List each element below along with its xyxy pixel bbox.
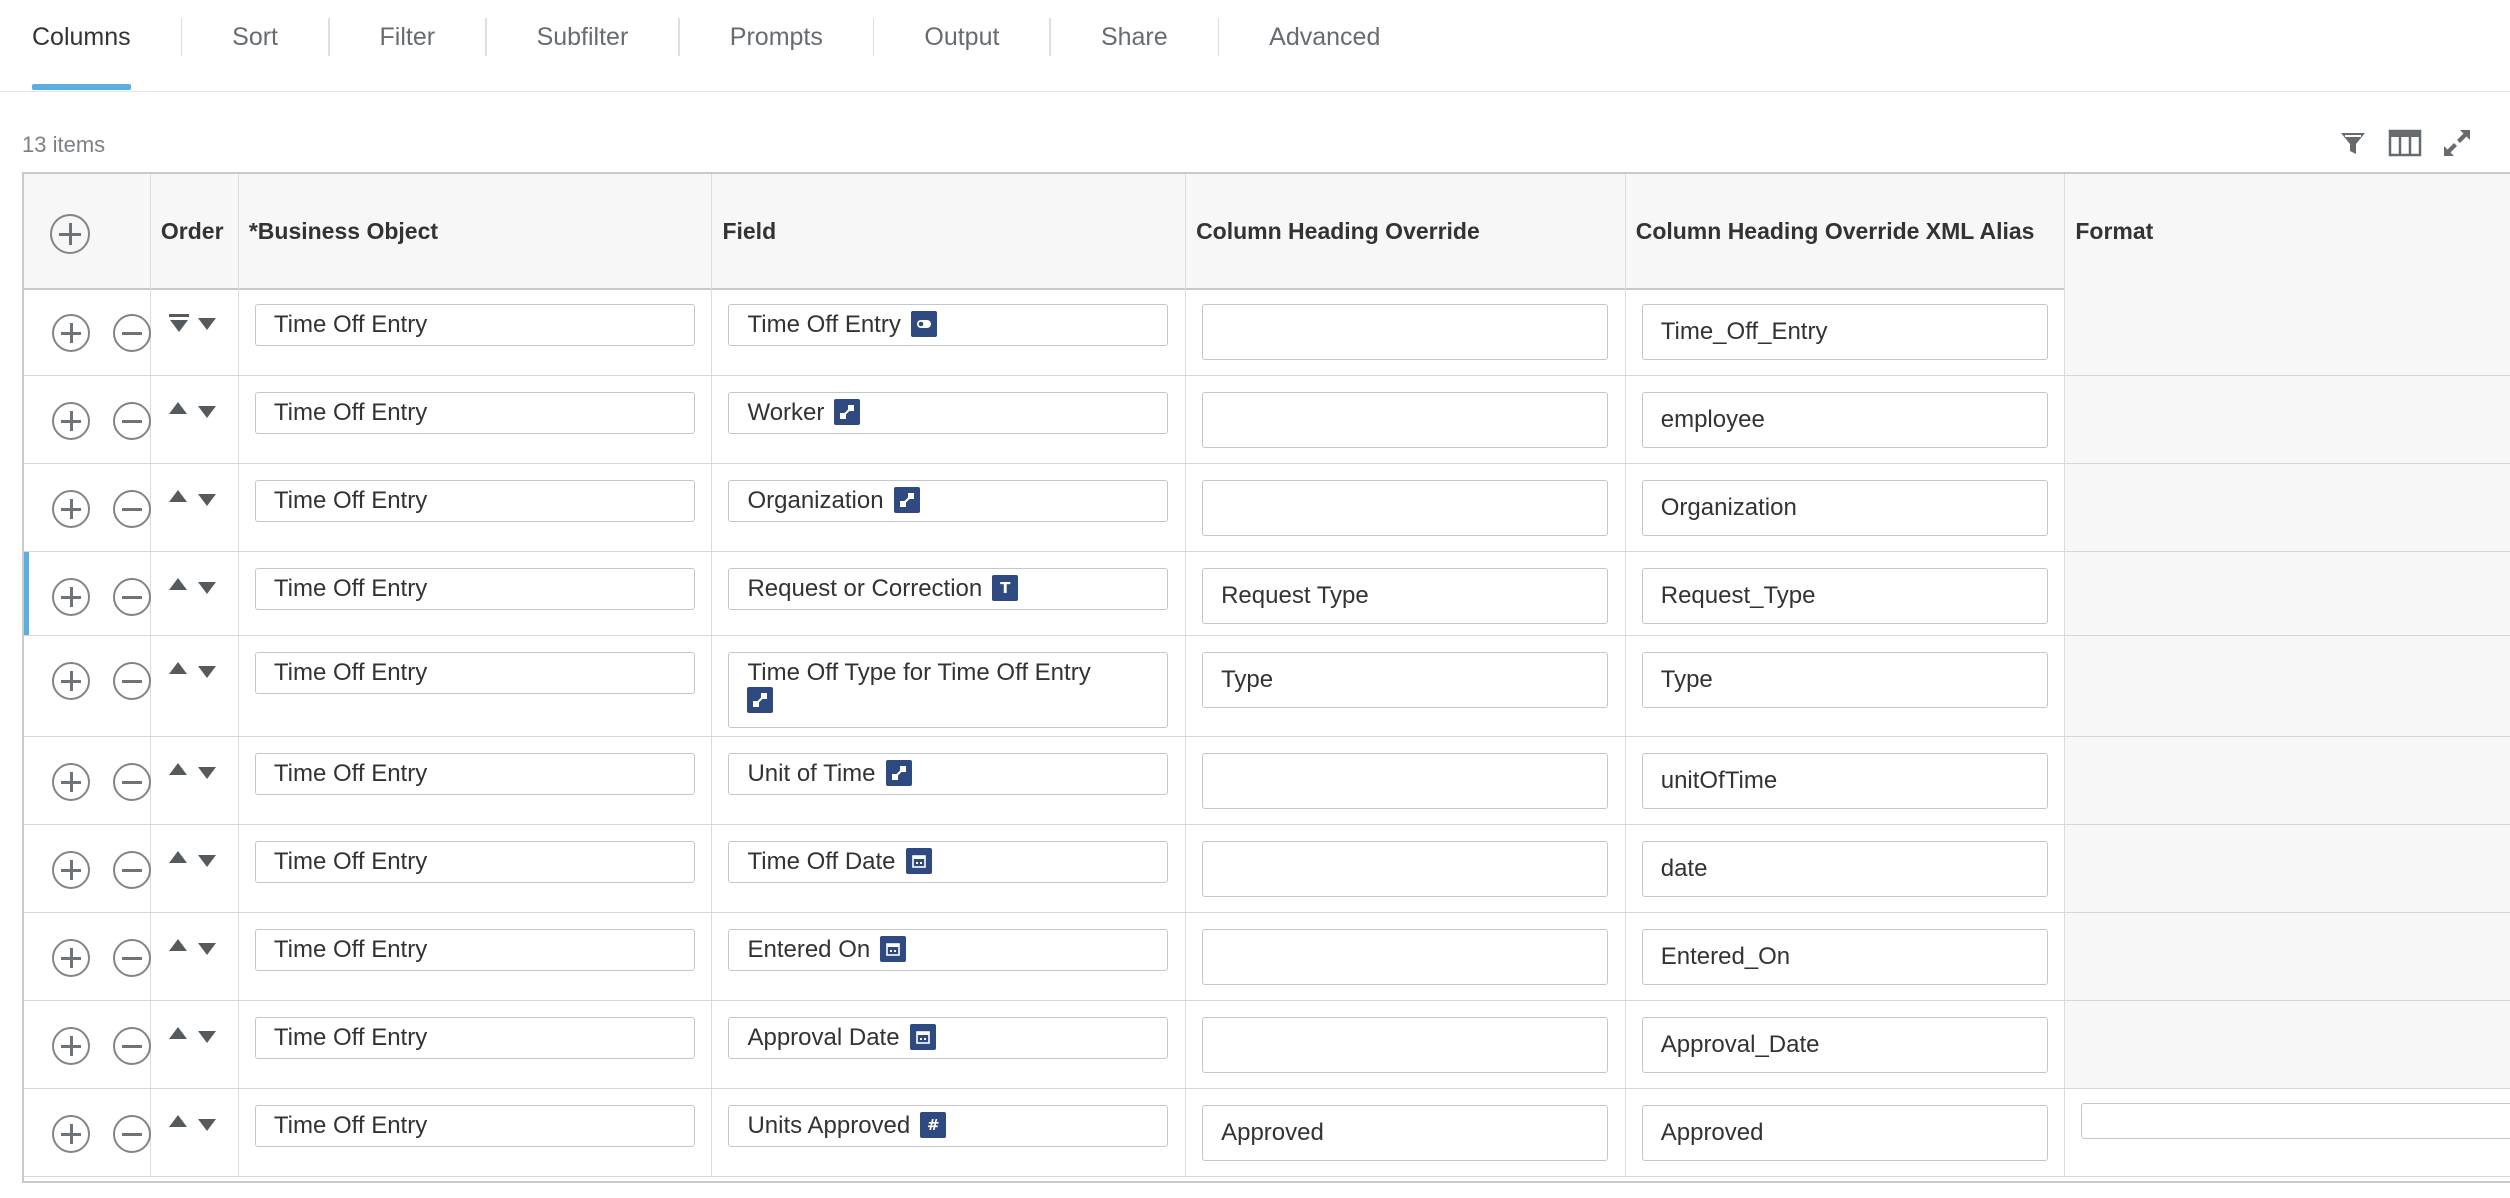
business-object-prompt[interactable]: Time Off Entry (255, 753, 695, 795)
row-actions-cell (24, 288, 151, 375)
business-object-cell (239, 825, 713, 912)
field-label: Request or Correction (747, 575, 983, 602)
heading-override-input[interactable] (1202, 929, 1608, 985)
move-down-icon[interactable] (198, 406, 216, 418)
field-cell (712, 825, 1186, 912)
tab-prompts[interactable]: Prompts (729, 22, 823, 51)
tab-sort[interactable]: Sort (232, 22, 279, 51)
column-chooser-icon[interactable] (2388, 126, 2422, 160)
header-column-heading-override: Column Heading Override (1186, 174, 1626, 288)
related-object-icon (747, 687, 773, 713)
move-down-icon[interactable] (198, 855, 216, 867)
remove-row-button[interactable] (113, 939, 151, 977)
heading-override-cell (1186, 737, 1626, 824)
field-prompt[interactable] (728, 480, 1168, 522)
heading-override-cell (1186, 1089, 1626, 1176)
format-cell (2065, 1089, 2510, 1176)
field-prompt[interactable] (728, 392, 1168, 434)
xml-alias-cell (1626, 288, 2066, 375)
related-object-icon (894, 487, 920, 513)
table-row (24, 636, 2510, 737)
business-object-prompt[interactable]: Time Off Entry (255, 1105, 695, 1147)
format-cell (2065, 464, 2510, 551)
heading-override-input[interactable] (1202, 480, 1608, 536)
xml-alias-cell (1626, 913, 2066, 1000)
field-cell (712, 636, 1186, 736)
remove-row-button[interactable] (113, 763, 151, 801)
remove-row-button[interactable] (113, 578, 151, 616)
field-cell (712, 288, 1186, 375)
heading-override-cell (1186, 636, 1626, 736)
related-object-icon (834, 399, 860, 425)
format-cell (2065, 1001, 2510, 1088)
header-format: Format (2075, 217, 2154, 244)
move-up-icon[interactable] (169, 662, 187, 674)
heading-override-input[interactable] (1202, 392, 1608, 448)
field-prompt[interactable] (728, 841, 1168, 883)
format-input[interactable] (2081, 1103, 2510, 1139)
remove-row-button[interactable] (113, 490, 151, 528)
tab-advanced[interactable]: Advanced (1269, 22, 1381, 51)
field-label: Approval Date (747, 1024, 900, 1051)
field-prompt[interactable] (728, 652, 1168, 728)
format-cell (2065, 288, 2510, 375)
tab-separator (328, 18, 330, 56)
add-row-button[interactable] (52, 490, 90, 528)
row-actions-cell (24, 913, 151, 1000)
business-object-cell (239, 737, 713, 824)
move-up-icon[interactable] (169, 763, 187, 775)
xml-alias-input[interactable]: Entered_On (1642, 929, 2048, 985)
row-actions-cell (24, 636, 151, 736)
table-row (24, 464, 2510, 552)
field-cell (712, 464, 1186, 551)
text-icon: T (992, 575, 1018, 601)
heading-override-input[interactable] (1202, 753, 1608, 809)
xml-alias-cell (1626, 1001, 2066, 1088)
xml-alias-cell (1626, 737, 2066, 824)
format-cell (2065, 636, 2510, 736)
table-row (24, 1089, 2510, 1177)
remove-row-button[interactable] (113, 1115, 151, 1153)
field-prompt[interactable] (728, 753, 1168, 795)
business-object-cell (239, 1001, 713, 1088)
tab-separator (1049, 18, 1051, 56)
item-count: 13 items (22, 132, 106, 157)
field-label: Organization (747, 487, 884, 514)
remove-row-button[interactable] (113, 314, 151, 352)
add-row-button[interactable] (52, 662, 90, 700)
row-actions-cell (24, 552, 151, 635)
business-object-cell (239, 913, 713, 1000)
tab-separator (873, 18, 875, 56)
move-down-icon[interactable] (198, 1031, 216, 1043)
grid-toolbar (2336, 126, 2474, 160)
row-order-cell (151, 737, 239, 824)
tab-bar (0, 0, 2510, 92)
related-object-icon (886, 760, 912, 786)
heading-override-cell (1186, 552, 1626, 635)
heading-override-input[interactable]: Request Type (1202, 568, 1608, 624)
field-cell (712, 376, 1186, 463)
table-row (24, 913, 2510, 1001)
xml-alias-input[interactable]: unitOfTime (1642, 753, 2048, 809)
business-object-cell (239, 464, 713, 551)
xml-alias-input[interactable]: date (1642, 841, 2048, 897)
tab-separator (1218, 18, 1220, 56)
header-business-object: *Business Object (239, 174, 713, 288)
xml-alias-input[interactable]: Organization (1642, 480, 2048, 536)
field-prompt[interactable] (728, 1017, 1168, 1059)
heading-override-input[interactable] (1202, 1017, 1608, 1073)
move-up-icon[interactable] (169, 578, 187, 590)
xml-alias-cell (1626, 1089, 2066, 1176)
field-cell (712, 1089, 1186, 1176)
business-object-cell (239, 552, 713, 635)
business-object-prompt[interactable]: Time Off Entry (255, 392, 695, 434)
calendar-icon (906, 848, 932, 874)
move-up-icon[interactable] (169, 851, 187, 863)
move-up-icon[interactable] (169, 1027, 187, 1039)
row-actions-cell (24, 737, 151, 824)
row-actions-cell (24, 1089, 151, 1176)
move-down-icon[interactable] (198, 943, 216, 955)
heading-override-input[interactable] (1202, 304, 1608, 360)
business-object-prompt[interactable]: Time Off Entry (255, 480, 695, 522)
move-up-icon[interactable] (169, 402, 187, 414)
table-row (24, 1001, 2510, 1089)
heading-override-cell (1186, 288, 1626, 375)
row-order-cell (151, 1001, 239, 1088)
xml-alias-input[interactable]: employee (1642, 392, 2048, 448)
field-prompt[interactable] (728, 929, 1168, 971)
calendar-icon (910, 1024, 936, 1050)
format-cell (2065, 825, 2510, 912)
field-prompt[interactable] (728, 1105, 1168, 1147)
move-down-icon[interactable] (198, 767, 216, 779)
tab-separator (485, 18, 487, 56)
remove-row-button[interactable] (113, 851, 151, 889)
table-row (24, 552, 2510, 636)
add-row-button[interactable] (52, 851, 90, 889)
move-up-icon[interactable] (169, 939, 187, 951)
format-cell (2065, 376, 2510, 463)
tab-filter[interactable]: Filter (379, 22, 436, 51)
table-row (24, 825, 2510, 913)
business-object-cell (239, 288, 713, 375)
row-order-cell (151, 288, 239, 375)
table-row (24, 376, 2510, 464)
xml-alias-cell (1626, 376, 2066, 463)
business-object-prompt[interactable]: Time Off Entry (255, 929, 695, 971)
field-label: Time Off Type for Time Off Entry (747, 659, 1091, 686)
expand-icon[interactable] (2440, 126, 2474, 160)
xml-alias-input[interactable]: Time_Off_Entry (1642, 304, 2048, 360)
add-row-button[interactable] (52, 314, 90, 352)
xml-alias-cell (1626, 552, 2066, 635)
field-cell (712, 737, 1186, 824)
move-to-top-icon[interactable] (169, 314, 189, 317)
add-row-button[interactable] (52, 1027, 90, 1065)
row-actions-cell (24, 376, 151, 463)
filter-icon[interactable] (2336, 126, 2370, 160)
field-label: Worker (747, 399, 825, 426)
business-object-prompt[interactable]: Time Off Entry (255, 1017, 695, 1059)
xml-alias-input[interactable]: Approval_Date (1642, 1017, 2048, 1073)
field-label: Unit of Time (747, 760, 876, 787)
field-label: Time Off Entry (747, 311, 901, 338)
field-prompt[interactable] (728, 568, 1168, 610)
field-label: Entered On (747, 936, 871, 963)
heading-override-input[interactable] (1202, 841, 1608, 897)
format-cell (2065, 552, 2510, 635)
row-actions-cell (24, 1001, 151, 1088)
calendar-icon (880, 936, 906, 962)
heading-override-cell (1186, 825, 1626, 912)
heading-override-input[interactable]: Type (1202, 652, 1608, 708)
remove-row-button[interactable] (113, 1027, 151, 1065)
add-row-button[interactable] (52, 939, 90, 977)
header-field: Field (712, 174, 1186, 288)
move-up-icon[interactable] (169, 490, 187, 502)
heading-override-input[interactable]: Approved (1202, 1105, 1608, 1161)
field-label: Units Approved (747, 1112, 911, 1139)
business-object-prompt[interactable]: Time Off Entry (255, 304, 695, 346)
business-object-prompt[interactable]: Time Off Entry (255, 652, 695, 694)
heading-override-cell (1186, 376, 1626, 463)
business-object-cell (239, 1089, 713, 1176)
header-order: Order (151, 174, 239, 288)
xml-alias-cell (1626, 825, 2066, 912)
xml-alias-cell (1626, 636, 2066, 736)
move-down-icon[interactable] (198, 666, 216, 678)
business-object-prompt[interactable]: Time Off Entry (255, 841, 695, 883)
instance-icon (911, 311, 937, 337)
field-cell (712, 552, 1186, 635)
columns-grid (22, 172, 2510, 1183)
remove-row-button[interactable] (113, 662, 151, 700)
header-xml-alias: Column Heading Override XML Alias (1626, 174, 2066, 288)
business-object-cell (239, 376, 713, 463)
xml-alias-input[interactable]: Request_Type (1642, 568, 2048, 624)
add-row-button[interactable] (52, 402, 90, 440)
numeric-icon: # (920, 1112, 946, 1138)
tab-separator (181, 18, 183, 56)
row-order-cell (151, 913, 239, 1000)
row-actions-cell (24, 825, 151, 912)
xml-alias-input[interactable]: Approved (1642, 1105, 2048, 1161)
add-row-button[interactable] (50, 214, 90, 254)
move-top-arrow-icon[interactable] (170, 320, 188, 332)
format-cell (2065, 913, 2510, 1000)
row-order-cell (151, 825, 239, 912)
format-cell (2065, 737, 2510, 824)
tab-output[interactable]: Output (924, 22, 1000, 51)
move-up-icon[interactable] (169, 1115, 187, 1127)
tab-list (32, 0, 1380, 91)
field-cell (712, 1001, 1186, 1088)
heading-override-cell (1186, 464, 1626, 551)
table-row (24, 737, 2510, 825)
move-down-icon[interactable] (198, 582, 216, 594)
header-actions (24, 174, 151, 288)
tab-columns[interactable]: Columns (32, 0, 131, 74)
tab-separator (678, 18, 680, 56)
tab-subfilter[interactable]: Subfilter (536, 22, 629, 51)
row-order-cell (151, 464, 239, 551)
row-actions-cell (24, 464, 151, 551)
move-down-icon[interactable] (198, 318, 216, 330)
move-down-icon[interactable] (198, 1119, 216, 1131)
table-row (24, 288, 2510, 376)
row-order-cell (151, 376, 239, 463)
heading-override-cell (1186, 913, 1626, 1000)
field-cell (712, 913, 1186, 1000)
business-object-cell (239, 636, 713, 736)
move-down-icon[interactable] (198, 494, 216, 506)
remove-row-button[interactable] (113, 402, 151, 440)
business-object-prompt[interactable]: Time Off Entry (255, 568, 695, 610)
field-prompt[interactable] (728, 304, 1168, 346)
row-order-cell (151, 636, 239, 736)
grid-header (24, 174, 2510, 290)
xml-alias-cell (1626, 464, 2066, 551)
field-label: Time Off Date (747, 848, 896, 875)
xml-alias-input[interactable]: Type (1642, 652, 2048, 708)
add-row-button[interactable] (52, 1115, 90, 1153)
heading-override-cell (1186, 1001, 1626, 1088)
row-order-cell (151, 1089, 239, 1176)
add-row-button[interactable] (52, 763, 90, 801)
add-row-button[interactable] (52, 578, 90, 616)
tab-share[interactable]: Share (1100, 22, 1168, 51)
row-order-cell (151, 552, 239, 635)
